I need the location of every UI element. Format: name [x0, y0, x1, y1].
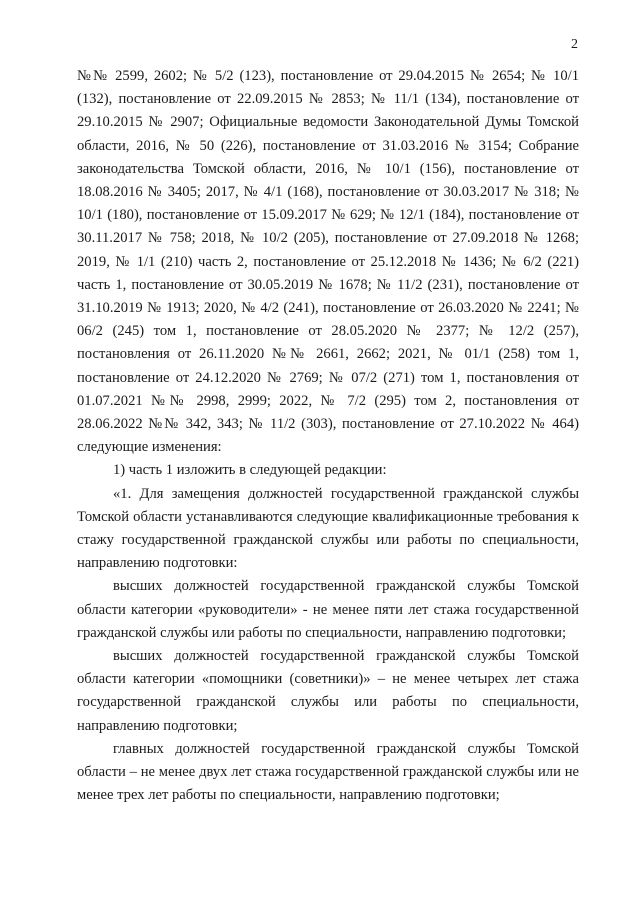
paragraph-item-1: 1) часть 1 изложить в следующей редакции: — [113, 462, 387, 479]
paragraph-main-positions: главных должностей государственной гражданской службы Томской области – не менее двух лет стажа государственной гражданской службы или не менее трех лет работы по специальности, направлению подготовки; — [77, 740, 579, 804]
paragraph-section-1: «1. Для замещения должностей государственной гражданской службы Томской области устанавливаются следующие квалификационные требования к стажу государственной гражданской службы или работы по специальности, направлению подготовки: — [77, 485, 579, 572]
paragraph-highest-leaders: высших должностей государственной гражданской службы Томской области категории «руководители» - не менее пяти лет стажа государственной гражданской службы или работы по специальности, направлению подготовки; — [77, 578, 579, 641]
paragraph-continuation: №№ 2599, 2602; № 5/2 (123), постановление от 29.04.2015 № 2654; № 10/1 (132), постановление от 22.09.2015 № 2853; № 11/1 (134), постановление от 29.10.2015 № 2907; Официальные ведомости Законодательной Думы Томской области, 2016, № 50 (226), постановление от 31.03.2016 № 3154; Собрание законодательства Томской области, 2016, № 10/1 (156), постановление от 18.08.2016 № 3405; 2017, № 4/1 (168), постановление от 30.03.2017 № 318; № 10/1 (180), постановление от 15.09.2017 № 629; № 12/1 (184), постановление от 30.11.2017 № 758; 2018, № 10/2 (205), постановление от 27.09.2018 № 1268; 2019, № 1/1 (210) часть 2, постановление от 25.12.2018 № 1436; № 6/2 (221) часть 1, постановление от 30.05.2019 № 1678; № 11/2 (231), постановление от 31.10.2019 № 1913; 2020, № 4/2 (241), постановление от 26.03.2020 № 2241; № 06/2 (245) том 1, постановление от 28.05.2020 № 2377; № 12/2 (257), постановления от 26.11.2020 №№ 2661, 2662; 2021, № 01/1 (258) том 1, постановление от 24.12.2020 № 2769; № 07/2 (271) том 1, постановления от 01.07.2021 №№ 2998, 2999; 2022, № 7/2 (295) том 2, постановления от 28.06.2022 №№ 342, 343; № 11/2 (303), постановление от 27.10.2022 № 464) следующие изменения: — [77, 68, 579, 456]
page-number: 2 — [571, 37, 578, 52]
paragraph-highest-assistants: высших должностей государственной гражданской службы Томской области категории «помощники (советники)» – не менее четырех лет стажа государственной гражданской службы или работы по специальности, направлению подготовки; — [77, 648, 579, 734]
document-body — [77, 65, 579, 808]
